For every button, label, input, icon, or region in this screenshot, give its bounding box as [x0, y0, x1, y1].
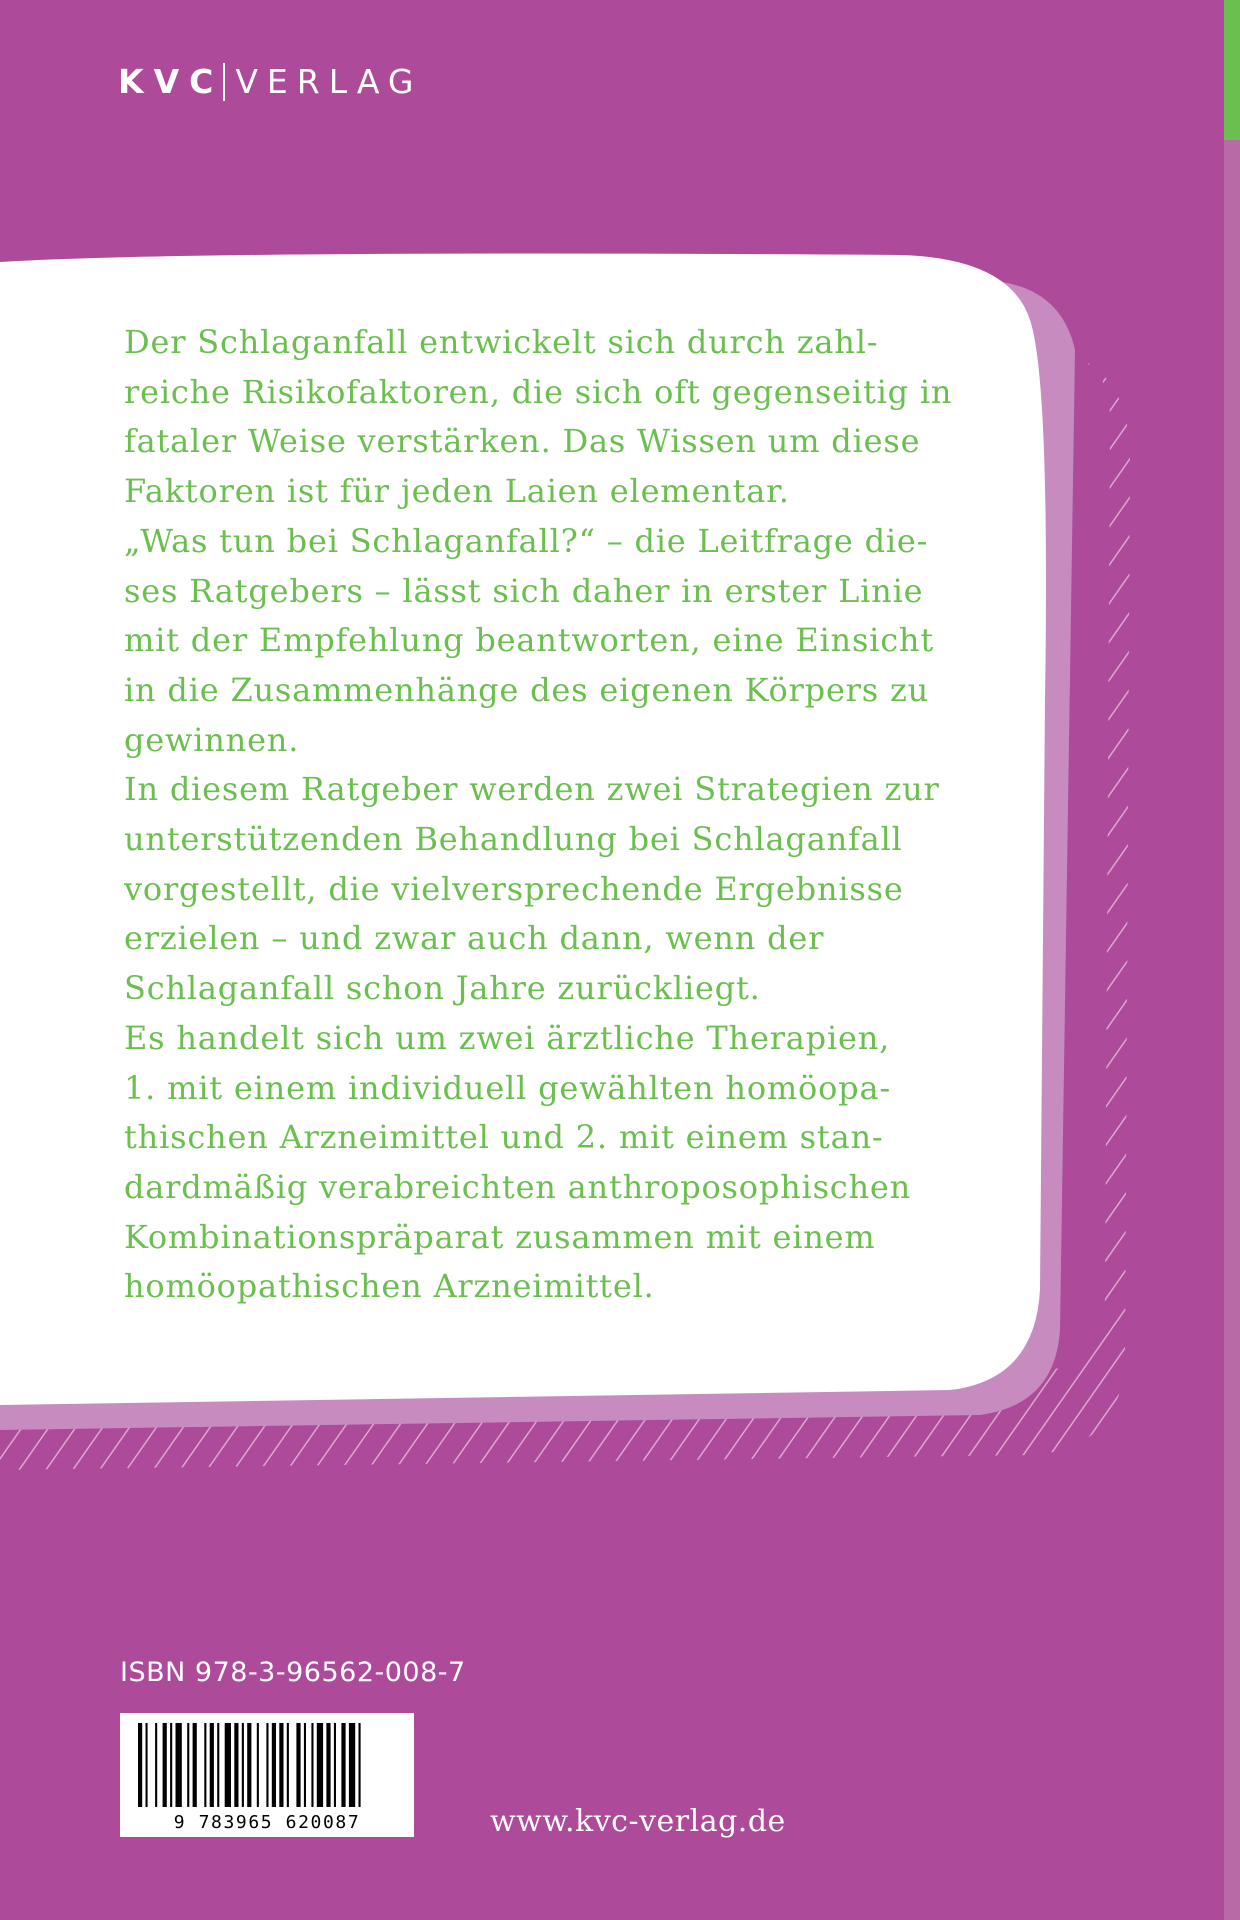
barcode-bar [210, 1723, 214, 1807]
barcode-bar [204, 1723, 206, 1807]
barcode-bar [311, 1723, 313, 1807]
blurb-paragraph: Der Schlaganfall entwickelt sich durch zahl- reiche Risikofaktoren, die sich oft gegenseitig in fataler Weise verstärken. Das Wissen um diese Faktoren ist für jeden Laien elementar. [124, 323, 953, 511]
barcode-bar [304, 1723, 306, 1807]
blurb-paragraph: Es handelt sich um zwei ärztliche Therapien, 1. mit einem individuell gewählten homöopa- thischen Arzneimittel und 2. mit einem stan- dardmäßig verabreichten anthroposophischen Kombinationspräparat zusammen mit einem homöopathischen Arzneimittel. [124, 1018, 912, 1306]
barcode [120, 1713, 414, 1837]
barcode-bar [341, 1723, 345, 1807]
barcode-bar [242, 1723, 244, 1807]
barcode-bar [349, 1723, 355, 1807]
isbn-label: ISBN 978-3-96562-008-7 [120, 1657, 466, 1688]
barcode-digits: 9 783965 620087 [173, 1812, 361, 1833]
barcode-bar [193, 1723, 197, 1807]
barcode-bar [334, 1723, 336, 1807]
barcode-bar [146, 1723, 148, 1807]
barcode-bar [266, 1723, 268, 1807]
website-url: www.kvc-verlag.de [490, 1804, 786, 1839]
logo-secondary: VERLAG [235, 62, 423, 101]
barcode-bar [317, 1723, 323, 1807]
barcode-bar [217, 1723, 219, 1807]
barcode-bar [296, 1723, 300, 1807]
barcode-bar [279, 1723, 283, 1807]
blurb-paragraph: „Was tun bei Schlaganfall?“ – die Leitfrage die- ses Ratgebers – lässt sich daher in erster Linie mit der Empfehlung beantworten, eine Einsicht in die Zusammenhänge des eigenen Körpers zu gewinnen. [124, 521, 934, 759]
barcode-bar [170, 1723, 172, 1807]
barcode-bar [326, 1723, 330, 1807]
barcode-bar [234, 1723, 238, 1807]
barcode-bar [257, 1723, 259, 1807]
barcode-bar [163, 1723, 167, 1807]
barcode-bar [187, 1723, 189, 1807]
barcode-bar [247, 1723, 251, 1807]
barcode-bar [155, 1723, 157, 1807]
blurb-paragraph: In diesem Ratgeber werden zwei Strategien zur unterstützenden Behandlung bei Schlaganfall vorgestellt, die vielversprechende Ergebnisse erzielen – und zwar auch dann, wenn der Schlaganfall schon Jahre zurückliegt. [124, 770, 940, 1008]
logo-primary: KVC [118, 62, 224, 101]
barcode-bar [176, 1723, 182, 1807]
barcode-bar [272, 1723, 276, 1807]
barcode-bar [287, 1723, 289, 1807]
barcode-bar [359, 1723, 361, 1807]
blurb-text [124, 318, 984, 1312]
barcode-bar [138, 1723, 142, 1807]
barcode-bar [225, 1723, 231, 1807]
